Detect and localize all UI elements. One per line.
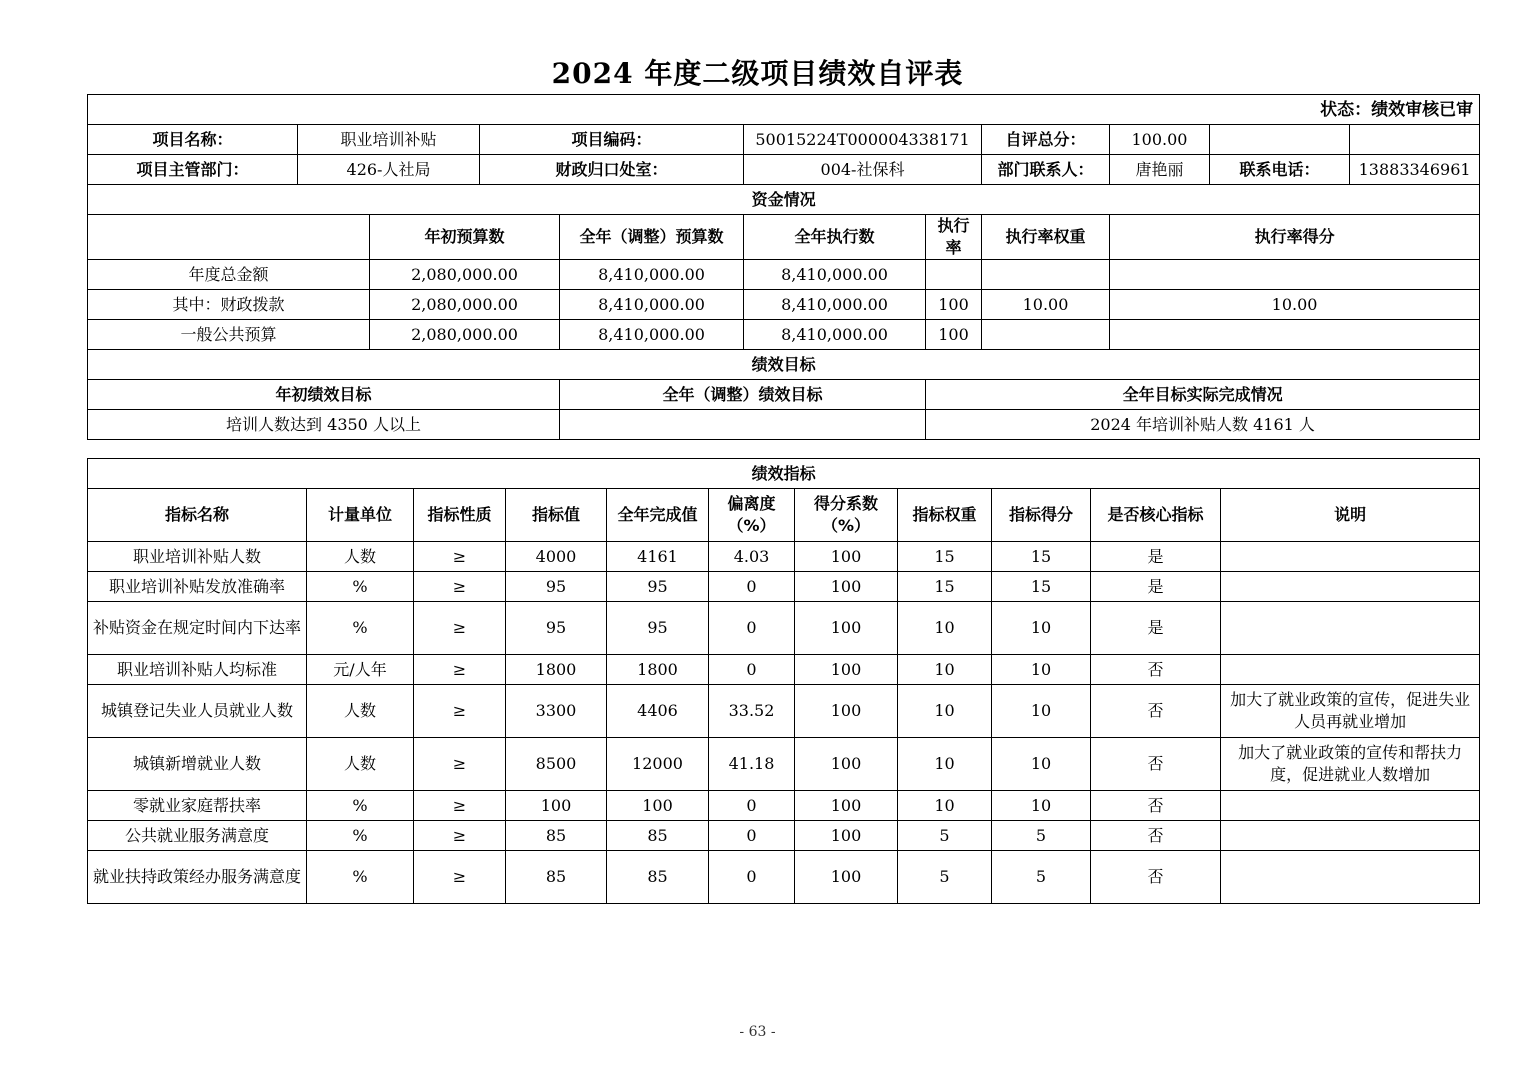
indicators-section-title: 绩效指标 [88,459,1480,489]
goals-header-row [88,380,1480,410]
indicator-done: 4161 [607,542,709,572]
indicator-header-name: 指标名称 [88,489,307,542]
indicator-core: 是 [1091,542,1221,572]
indicator-note [1221,821,1480,851]
funds-row [88,320,1480,350]
indicator-unit: 元/人年 [307,655,414,685]
indicator-name: 补贴资金在规定时间内下达率 [88,602,307,655]
indicator-nature: ≥ [414,685,506,738]
indicator-coefficient: 100 [795,572,898,602]
indicator-note [1221,655,1480,685]
table-row [88,572,1480,602]
indicator-name: 职业培训补贴人均标准 [88,655,307,685]
indicator-done: 1800 [607,655,709,685]
funds-row-adjusted: 8,410,000.00 [560,320,744,350]
phone-label: 联系电话： [1210,155,1350,185]
indicator-note [1221,602,1480,655]
indicator-note [1221,851,1480,904]
contact-value: 唐艳丽 [1110,155,1210,185]
indicator-core: 是 [1091,572,1221,602]
indicator-deviation: 0 [709,655,795,685]
indicator-done: 85 [607,851,709,904]
indicator-target: 95 [506,572,607,602]
indicator-weight: 10 [898,602,992,655]
table-row [88,851,1480,904]
indicator-core: 否 [1091,851,1221,904]
indicator-core: 否 [1091,821,1221,851]
funds-row-adjusted: 8,410,000.00 [560,290,744,320]
indicator-score: 5 [992,821,1091,851]
indicator-done: 4406 [607,685,709,738]
indicator-deviation: 41.18 [709,738,795,791]
funds-section-title: 资金情况 [88,185,1480,215]
funds-row-score [1110,260,1480,290]
indicator-score: 10 [992,685,1091,738]
indicator-name: 零就业家庭帮扶率 [88,791,307,821]
indicator-nature: ≥ [414,791,506,821]
indicator-unit: % [307,572,414,602]
funds-row-rate: 100 [926,290,982,320]
table-row [88,738,1480,791]
indicator-unit: % [307,602,414,655]
indicator-header-nature: 指标性质 [414,489,506,542]
funds-header-executed: 全年执行数 [744,215,926,260]
indicator-coefficient: 100 [795,542,898,572]
indicator-note: 加大了就业政策的宣传，促进失业人员再就业增加 [1221,685,1480,738]
indicator-name: 职业培训补贴人数 [88,542,307,572]
funds-header-initial: 年初预算数 [370,215,560,260]
indicator-target: 3300 [506,685,607,738]
indicator-nature: ≥ [414,821,506,851]
indicator-note: 加大了就业政策的宣传和帮扶力度，促进就业人数增加 [1221,738,1480,791]
indicator-weight: 5 [898,851,992,904]
indicator-core: 否 [1091,738,1221,791]
indicator-core: 否 [1091,791,1221,821]
funds-header-adjusted: 全年（调整）预算数 [560,215,744,260]
funds-row-executed: 8,410,000.00 [744,260,926,290]
funds-row-initial: 2,080,000.00 [370,290,560,320]
indicator-score: 10 [992,655,1091,685]
evaluation-table-upper [87,94,1480,440]
table-row [88,542,1480,572]
indicator-name: 公共就业服务满意度 [88,821,307,851]
empty-cell [1210,125,1350,155]
funds-row-weight: 10.00 [982,290,1110,320]
info-row-1 [88,125,1480,155]
indicator-header-coefficient: 得分系数（%） [795,489,898,542]
indicator-coefficient: 100 [795,602,898,655]
indicator-weight: 15 [898,542,992,572]
funds-row-score: 10.00 [1110,290,1480,320]
project-code-label: 项目编码： [480,125,744,155]
funds-row-initial: 2,080,000.00 [370,320,560,350]
indicator-header-done: 全年完成值 [607,489,709,542]
indicator-coefficient: 100 [795,685,898,738]
funds-header-rate: 执行率 [926,215,982,260]
goals-actual-value: 2024 年培训补贴人数 4161 人 [926,410,1480,440]
funds-row-executed: 8,410,000.00 [744,290,926,320]
indicator-coefficient: 100 [795,655,898,685]
indicator-unit: % [307,851,414,904]
indicator-target: 85 [506,851,607,904]
indicators-body [88,542,1480,904]
indicator-note [1221,791,1480,821]
indicator-coefficient: 100 [795,791,898,821]
funds-row-rate [926,260,982,290]
project-name-label: 项目名称： [88,125,298,155]
indicator-deviation: 0 [709,602,795,655]
indicator-name: 职业培训补贴发放准确率 [88,572,307,602]
indicator-score: 5 [992,851,1091,904]
goals-header-actual: 全年目标实际完成情况 [926,380,1480,410]
funds-header-row [88,215,1480,260]
funds-header-score: 执行率得分 [1110,215,1480,260]
project-name-value: 职业培训补贴 [298,125,480,155]
indicator-weight: 15 [898,572,992,602]
indicator-done: 100 [607,791,709,821]
table-row [88,791,1480,821]
funds-row-rate: 100 [926,320,982,350]
indicator-core: 否 [1091,685,1221,738]
funds-row-adjusted: 8,410,000.00 [560,260,744,290]
indicator-score: 10 [992,791,1091,821]
indicator-target: 1800 [506,655,607,685]
indicator-done: 12000 [607,738,709,791]
indicator-header-score: 指标得分 [992,489,1091,542]
funds-header-blank [88,215,370,260]
funds-header-weight: 执行率权重 [982,215,1110,260]
indicator-target: 85 [506,821,607,851]
indicator-deviation: 0 [709,851,795,904]
indicator-score: 10 [992,738,1091,791]
indicator-done: 85 [607,821,709,851]
indicator-score: 15 [992,542,1091,572]
goals-section-title: 绩效目标 [88,350,1480,380]
table-row [88,821,1480,851]
funds-row-weight [982,320,1110,350]
indicator-note [1221,542,1480,572]
indicator-score: 15 [992,572,1091,602]
contact-label: 部门联系人： [982,155,1110,185]
page-number: - 63 - [739,1024,776,1040]
indicator-header-core: 是否核心指标 [1091,489,1221,542]
indicator-header-deviation: 偏离度（%） [709,489,795,542]
indicator-deviation: 0 [709,791,795,821]
indicator-weight: 10 [898,738,992,791]
indicator-coefficient: 100 [795,738,898,791]
page-title: 2024 年度二级项目绩效自评表 [551,57,964,90]
indicator-core: 否 [1091,655,1221,685]
funds-row-initial: 2,080,000.00 [370,260,560,290]
funds-row-name: 年度总金额 [88,260,370,290]
indicator-header-note: 说明 [1221,489,1480,542]
indicator-unit: % [307,821,414,851]
indicator-score: 10 [992,602,1091,655]
indicator-nature: ≥ [414,542,506,572]
indicators-section-row [88,459,1480,489]
self-score-label: 自评总分： [982,125,1110,155]
indicator-deviation: 0 [709,821,795,851]
table-row [88,602,1480,655]
funds-row-name: 一般公共预算 [88,320,370,350]
goals-header-initial: 年初绩效目标 [88,380,560,410]
funds-row-executed: 8,410,000.00 [744,320,926,350]
funds-row [88,290,1480,320]
indicator-unit: 人数 [307,685,414,738]
indicator-header-weight: 指标权重 [898,489,992,542]
indicator-coefficient: 100 [795,821,898,851]
self-score-value: 100.00 [1110,125,1210,155]
info-row-2 [88,155,1480,185]
indicator-unit: 人数 [307,542,414,572]
evaluation-table-indicators [87,458,1480,904]
table-row [88,655,1480,685]
indicator-name: 就业扶持政策经办服务满意度 [88,851,307,904]
finance-office-value: 004-社保科 [744,155,982,185]
indicators-header-row [88,489,1480,542]
project-code-value: 50015224T000004338171 [744,125,982,155]
indicator-nature: ≥ [414,572,506,602]
indicator-nature: ≥ [414,655,506,685]
goals-header-adjusted: 全年（调整）绩效目标 [560,380,926,410]
indicator-coefficient: 100 [795,851,898,904]
goals-initial-value: 培训人数达到 4350 人以上 [88,410,560,440]
funds-section-row [88,185,1480,215]
indicator-core: 是 [1091,602,1221,655]
indicator-unit: 人数 [307,738,414,791]
goals-adjusted-value [560,410,926,440]
funds-row-weight [982,260,1110,290]
table-row [88,685,1480,738]
status-badge: 状态：绩效审核已审 [88,95,1480,125]
funds-row-score [1110,320,1480,350]
indicator-target: 4000 [506,542,607,572]
indicator-header-target: 指标值 [506,489,607,542]
indicator-name: 城镇登记失业人员就业人数 [88,685,307,738]
indicator-target: 8500 [506,738,607,791]
indicator-nature: ≥ [414,851,506,904]
indicator-nature: ≥ [414,602,506,655]
dept-value: 426-人社局 [298,155,480,185]
funds-row [88,260,1480,290]
dept-label: 项目主管部门： [88,155,298,185]
indicator-weight: 10 [898,685,992,738]
indicator-unit: % [307,791,414,821]
indicator-name: 城镇新增就业人数 [88,738,307,791]
indicator-deviation: 4.03 [709,542,795,572]
indicator-note [1221,572,1480,602]
indicator-done: 95 [607,572,709,602]
indicator-target: 100 [506,791,607,821]
phone-value: 13883346961 [1350,155,1480,185]
status-row [88,95,1480,125]
indicator-weight: 10 [898,655,992,685]
finance-office-label: 财政归口处室： [480,155,744,185]
indicator-header-unit: 计量单位 [307,489,414,542]
indicator-weight: 10 [898,791,992,821]
goals-row [88,410,1480,440]
indicator-weight: 5 [898,821,992,851]
empty-cell [1350,125,1480,155]
funds-row-name: 其中：财政拨款 [88,290,370,320]
indicator-deviation: 33.52 [709,685,795,738]
indicator-nature: ≥ [414,738,506,791]
indicator-deviation: 0 [709,572,795,602]
indicator-done: 95 [607,602,709,655]
goals-section-row [88,350,1480,380]
indicator-target: 95 [506,602,607,655]
